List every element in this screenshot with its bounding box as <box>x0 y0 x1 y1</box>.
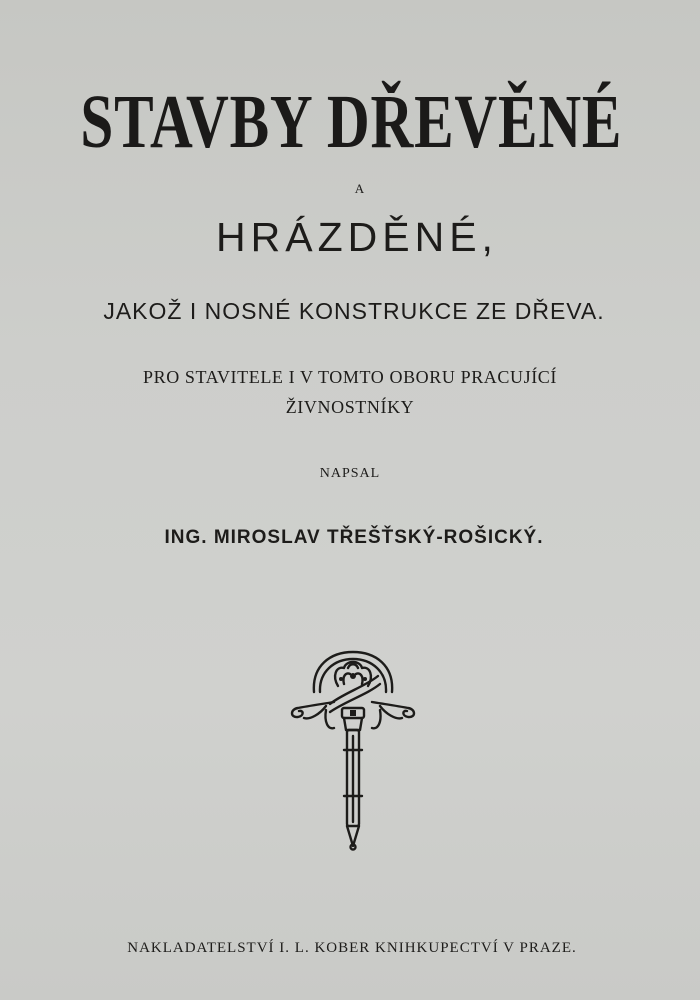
written-by-label: NAPSAL <box>319 466 381 481</box>
audience-line-1: PRO STAVITELE I V TOMTO OBORU PRACUJÍCÍ <box>142 367 558 387</box>
torch-ornament-icon <box>286 646 420 852</box>
conjunction: A <box>354 181 366 196</box>
author-name: ING. MIROSLAV TŘEŠŤSKÝ-ROŠICKÝ. <box>164 527 544 548</box>
publisher-imprint: NAKLADATELSTVÍ I. L. KOBER KNIHKUPECTVÍ V PRAZE. <box>127 940 577 956</box>
book-subtitle-continuation: JAKOŽ I NOSNÉ KONSTRUKCE ZE DŘEVA. <box>103 298 605 324</box>
audience-line-2: ŽIVNOSTNÍKY <box>285 397 415 417</box>
book-title: STAVBY DŘEVĚNÉ <box>80 80 623 164</box>
book-subtitle: HRÁZDĚNÉ, <box>216 214 498 260</box>
